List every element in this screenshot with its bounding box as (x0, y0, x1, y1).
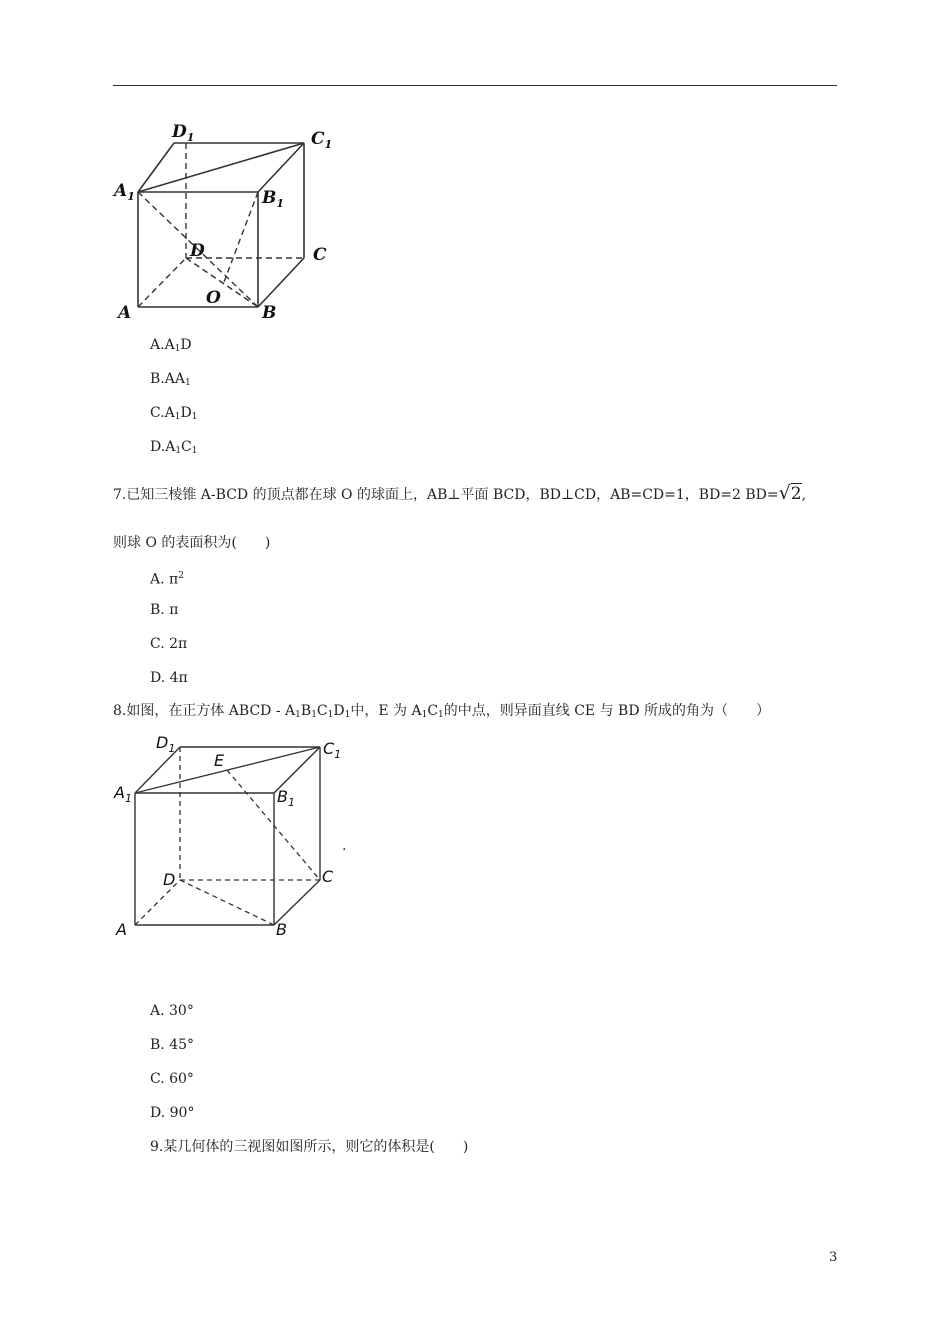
line-b1o-hidden (224, 192, 258, 282)
line-db-hidden (186, 258, 258, 307)
label-b1: $B_1$ (262, 188, 285, 210)
label-d1: $D_1$ (172, 122, 195, 144)
q6-option-a[interactable]: $A.A_1D$ (150, 337, 192, 354)
label-o: O (206, 288, 221, 308)
label-a1: $A_1$ (114, 181, 135, 203)
header-rule (113, 85, 837, 86)
label-a1: $A_1$ (114, 783, 132, 805)
edge-ad-hidden (138, 258, 186, 307)
q7-option-c[interactable]: C. 2π (150, 636, 188, 652)
q7-stem-line2: 则球 O 的表面积为( ) (113, 535, 271, 551)
q8-stem: 8.如图，在正方体 ABCD - $A_1B_1C_1D_1$中，E 为 $A_1C_1$的中点，则异面直线 CE 与 BD 所成的角为（ ） (113, 703, 771, 720)
label-d1: $D_1$ (156, 733, 176, 755)
label-e: E (214, 751, 225, 770)
q8-option-a[interactable]: A. 30° (150, 1003, 194, 1019)
line-db-hidden (180, 880, 274, 925)
label-c: C (322, 867, 334, 886)
q8-option-c[interactable]: C. 60° (150, 1071, 194, 1087)
diag-a1c1 (138, 143, 304, 192)
label-a: A (116, 920, 127, 939)
q9-stem: 9.某几何体的三视图如图所示，则它的体积是( ) (150, 1139, 469, 1155)
label-c1: $C_1$ (323, 739, 342, 761)
edge-bc (274, 880, 320, 925)
label-b: B (276, 920, 287, 939)
q7-option-a[interactable]: A. $\pi^2$ (150, 571, 184, 588)
label-d: D (163, 870, 176, 889)
edge-a1d1 (138, 143, 174, 192)
cube-figure-1 (110, 120, 340, 330)
page-number: 3 (829, 1250, 838, 1265)
q8-option-d[interactable]: D. 90° (150, 1105, 195, 1121)
label-d: D (190, 241, 205, 261)
q7-option-d[interactable]: D. 4π (150, 670, 188, 686)
q7-option-b[interactable]: B. π (150, 602, 179, 618)
label-b1: $B_1$ (277, 787, 295, 809)
label-c: C (313, 245, 327, 265)
label-a: A (118, 303, 132, 323)
q6-option-c[interactable]: $C.A_1D_1$ (150, 405, 198, 422)
cube-figure-2 (110, 730, 350, 945)
q8-option-b[interactable]: B. 45° (150, 1037, 195, 1053)
label-b: B (262, 303, 277, 323)
stray-dot: . (342, 838, 347, 854)
label-c1: $C_1$ (311, 129, 333, 151)
q6-option-d[interactable]: $D.A_1C_1$ (150, 439, 198, 456)
q7-stem-line1: 7.已知三棱锥 A-BCD 的顶点都在球 O 的球面上，AB⊥平面 BCD，BD⊥CD，AB=CD=1，BD=2 BD=√2, (113, 482, 807, 504)
q6-option-b[interactable]: $B.AA_1$ (150, 371, 191, 388)
edge-bc (258, 258, 304, 307)
